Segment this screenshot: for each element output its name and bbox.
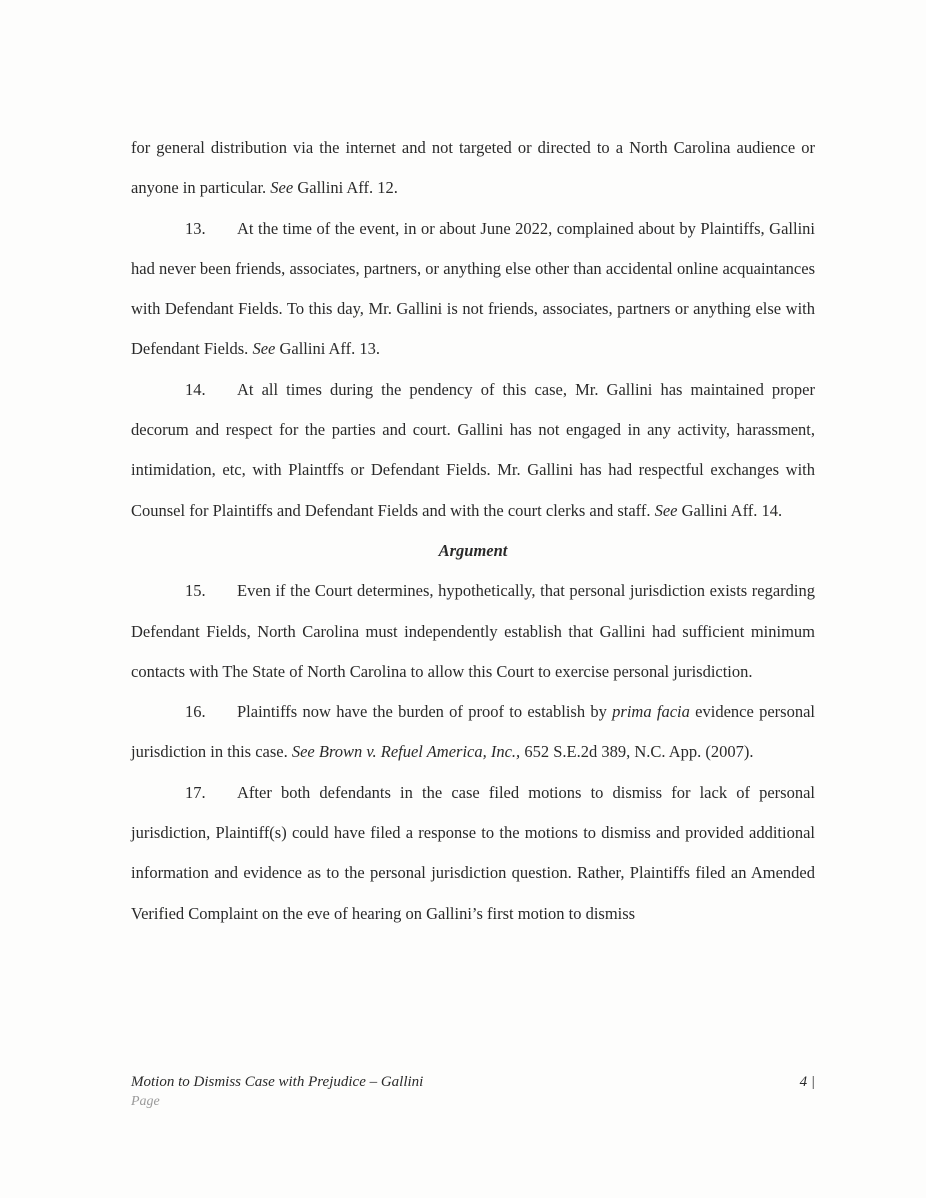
italic-text-run: See xyxy=(654,500,678,520)
italic-text-run: See xyxy=(270,178,294,198)
section-heading: Argument xyxy=(438,540,508,560)
page-footer xyxy=(131,1073,815,1111)
continuation-paragraph xyxy=(131,128,815,209)
text-run: Gallini Aff. 13. xyxy=(275,339,380,359)
italic-text-run: prima facia xyxy=(612,702,690,722)
text-run: 652 S.E.2d 389, N.C. App. (2007). xyxy=(520,742,754,762)
paragraph-number: 15. xyxy=(185,581,206,601)
text-run: Plaintiffs now have the burden of proof to establish by xyxy=(237,702,613,722)
paragraph-number: 16. xyxy=(185,702,206,722)
text-run: After both defendants in the case filed motions to dismiss for lack of personal jurisdiction, Plaintiff(s) could have filed a response to the motions to dismiss and provided additional information and evidence as to the personal jurisdiction question. Rather, Plaintiffs filed an Amended Verified Complaint on the eve of hearing on Gallini’s first motion to dismiss xyxy=(131,782,815,923)
italic-text-run: See xyxy=(252,339,276,359)
numbered-paragraph xyxy=(131,370,815,531)
text-run: At all times during the pendency of this case, Mr. Gallini has maintained proper decorum and respect for the parties and court. Gallini has not engaged in any activity, harassment, intimidation, etc, with Plaintffs or Defendant Fields. Mr. Gallini has had respectful exchanges with Counsel for Plaintiffs and Defendant Fields and with the court clerks and staff. xyxy=(131,379,815,520)
text-run: evidence personal jurisdiction in this case. xyxy=(131,702,815,762)
footer-title: Motion to Dismiss Case with Prejudice – Gallini xyxy=(131,1074,424,1090)
text-run: Even if the Court determines, hypothetically, that personal jurisdiction exists regarding Defendant Fields, North Carolina must independently establish that Gallini had sufficient minimum contacts with The State of North Carolina to allow this Court to exercise personal jurisdiction. xyxy=(131,581,815,681)
paragraph-number: 14. xyxy=(185,379,206,399)
paragraph-number: 13. xyxy=(185,218,206,238)
text-run: Gallini Aff. 12. xyxy=(293,178,398,198)
footer-page-label: Page xyxy=(131,1094,160,1109)
numbered-paragraph xyxy=(131,209,815,370)
text-run: for general distribution via the internet and not targeted or directed to a North Carolina audience or anyone in particular. xyxy=(131,138,815,198)
numbered-paragraph xyxy=(131,571,815,692)
document-body xyxy=(131,128,815,934)
text-run: Gallini Aff. 14. xyxy=(677,500,783,520)
paragraph-number: 17. xyxy=(185,782,206,802)
numbered-paragraph xyxy=(131,692,815,773)
text-run: At the time of the event, in or about June 2022, complained about by Plaintiffs, Gallini had never been friends, associates, partners, or anything else other than accidental online acquaintances with Defendant Fields. To this day, Mr. Gallini is not friends, associates, partners or anything else with Defendant Fields. xyxy=(131,218,815,359)
footer-page-number: 4 | xyxy=(799,1074,815,1090)
italic-text-run: See Brown v. Refuel America, Inc., xyxy=(291,742,521,762)
numbered-paragraph xyxy=(131,773,815,934)
